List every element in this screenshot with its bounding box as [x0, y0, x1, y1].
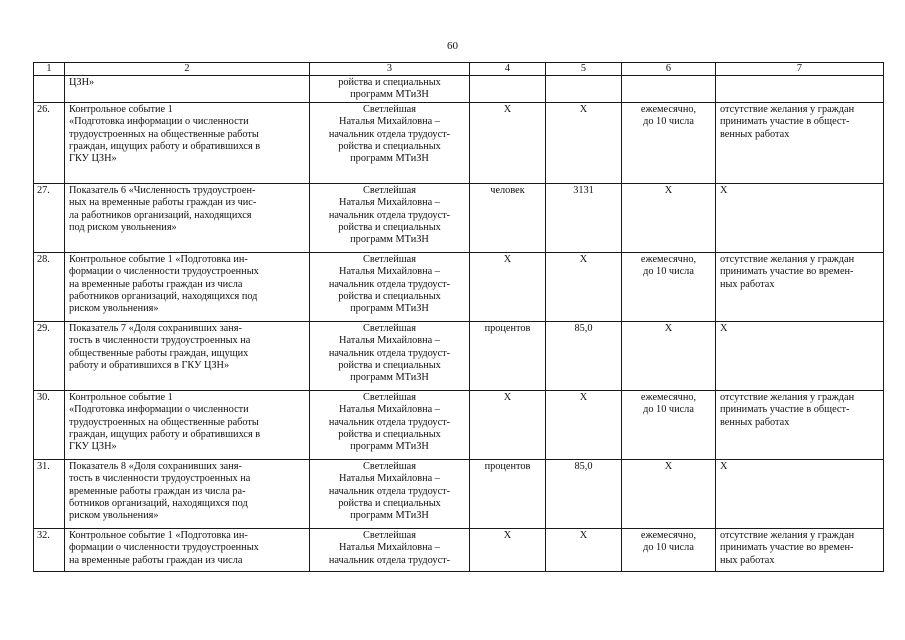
row-term: ежемесячно, до 10 числа — [640, 530, 697, 554]
value-cell — [546, 391, 622, 460]
header-cell: 3 — [310, 63, 470, 76]
table-row — [34, 322, 884, 391]
row-term: Х — [664, 185, 673, 197]
risk-cell — [716, 103, 884, 184]
row-number-cell — [34, 253, 65, 322]
unit-cell — [470, 103, 546, 184]
row-executor: Светлейшая Наталья Михайловна – начальник отдела трудоуст- ройства и специальных программ МТиЗН — [328, 104, 451, 165]
row-name: Контрольное событие 1 «Подготовка информации о численности трудоустроенных на общественные работы граждан, ищущих работу и обратившихся в ГКУ ЦЗН» — [69, 104, 261, 165]
executor-cell — [310, 460, 470, 529]
row-risk: Х — [720, 461, 728, 473]
row-risk: Х — [720, 185, 728, 197]
row-unit: Х — [503, 530, 512, 542]
risk-cell — [716, 76, 884, 103]
name-cell — [65, 76, 310, 103]
name-cell — [65, 460, 310, 529]
executor-cell — [310, 184, 470, 253]
row-unit: процентов — [484, 461, 531, 473]
term-cell — [622, 103, 716, 184]
row-executor: Светлейшая Наталья Михайловна – начальник отдела трудоуст- — [328, 530, 451, 566]
row-risk: отсутствие желания у граждан принимать участие в общест- венных работах — [720, 104, 855, 140]
row-number: 28. — [37, 254, 50, 266]
row-unit: Х — [503, 254, 512, 266]
row-number: 30. — [37, 392, 50, 404]
header-cell: 1 — [34, 63, 65, 76]
row-executor: Светлейшая Наталья Михайловна – начальник отдела трудоуст- ройства и специальных программ МТиЗН — [328, 392, 451, 453]
executor-cell — [310, 103, 470, 184]
name-cell — [65, 103, 310, 184]
row-name: Показатель 8 «Доля сохранивших заня- тость в численности трудоустроенных на временные работы граждан из числа ра- ботников организаций, находящихся под риском увольнения» — [69, 461, 251, 522]
unit-cell — [470, 184, 546, 253]
row-number-cell — [34, 184, 65, 253]
row-name: Контрольное событие 1 «Подготовка информации о численности трудоустроенных на общественные работы граждан, ищущих работу и обратившихся в ГКУ ЦЗН» — [69, 392, 261, 453]
name-cell — [65, 322, 310, 391]
row-executor: ройства и специальных программ МТиЗН — [338, 77, 441, 101]
table-row — [34, 391, 884, 460]
row-value: 85,0 — [574, 323, 593, 335]
row-term: ежемесячно, до 10 числа — [640, 104, 697, 128]
row-executor: Светлейшая Наталья Михайловна – начальник отдела трудоуст- ройства и специальных программ МТиЗН — [328, 185, 451, 246]
header-cell: 4 — [470, 63, 546, 76]
row-risk: Х — [720, 323, 728, 335]
row-unit: Х — [503, 392, 512, 404]
unit-cell — [470, 253, 546, 322]
row-value: Х — [579, 254, 588, 266]
row-name: Показатель 6 «Численность трудоустроен- ных на временные работы граждан из чис- ла работников организаций, находящихся под риском увольнения» — [69, 185, 257, 233]
risk-cell — [716, 529, 884, 572]
header-cell: 5 — [546, 63, 622, 76]
risk-cell — [716, 460, 884, 529]
row-unit: человек — [490, 185, 525, 197]
row-value: 3131 — [573, 185, 594, 197]
row-value: Х — [579, 104, 588, 116]
term-cell — [622, 253, 716, 322]
row-term: ежемесячно, до 10 числа — [640, 392, 697, 416]
table-row — [34, 460, 884, 529]
value-cell — [546, 460, 622, 529]
unit-cell — [470, 76, 546, 103]
term-cell — [622, 391, 716, 460]
row-term: Х — [664, 461, 673, 473]
row-value: Х — [579, 530, 588, 542]
row-number-cell — [34, 322, 65, 391]
name-cell — [65, 253, 310, 322]
row-term: Х — [664, 323, 673, 335]
row-name: Контрольное событие 1 «Подготовка ин- формации о численности трудоустроенных на временные работы граждан из числа — [69, 530, 259, 566]
executor-cell — [310, 529, 470, 572]
page-number: 60 — [447, 40, 458, 52]
table-row — [34, 76, 884, 103]
header-cell: 7 — [716, 63, 884, 76]
header-cell: 2 — [65, 63, 310, 76]
value-cell — [546, 322, 622, 391]
executor-cell — [310, 322, 470, 391]
row-risk: отсутствие желания у граждан принимать участие во времен- ных работах — [720, 530, 855, 566]
row-number-cell — [34, 103, 65, 184]
unit-cell — [470, 460, 546, 529]
value-cell — [546, 253, 622, 322]
row-number-cell — [34, 391, 65, 460]
row-number-cell — [34, 76, 65, 103]
row-executor: Светлейшая Наталья Михайловна – начальник отдела трудоуст- ройства и специальных программ МТиЗН — [328, 323, 451, 384]
term-cell — [622, 184, 716, 253]
risk-cell — [716, 184, 884, 253]
row-name: Показатель 7 «Доля сохранивших заня- тость в численности трудоустроенных на общественные работы граждан, ищущих работу и обратившихся в ГКУ ЦЗН» — [69, 323, 251, 371]
name-cell — [65, 529, 310, 572]
row-number: 27. — [37, 185, 50, 197]
value-cell — [546, 76, 622, 103]
risk-cell — [716, 253, 884, 322]
unit-cell — [470, 322, 546, 391]
executor-cell — [310, 253, 470, 322]
table-row — [34, 184, 884, 253]
row-unit: Х — [503, 104, 512, 116]
row-number: 26. — [37, 104, 50, 116]
value-cell — [546, 103, 622, 184]
term-cell — [622, 529, 716, 572]
row-value: Х — [579, 392, 588, 404]
table-row — [34, 103, 884, 184]
table-row — [34, 529, 884, 572]
row-number: 29. — [37, 323, 50, 335]
value-cell — [546, 184, 622, 253]
row-executor: Светлейшая Наталья Михайловна – начальник отдела трудоуст- ройства и специальных программ МТиЗН — [328, 461, 451, 522]
name-cell — [65, 184, 310, 253]
term-cell — [622, 460, 716, 529]
row-number-cell — [34, 529, 65, 572]
header-cell: 6 — [622, 63, 716, 76]
risk-cell — [716, 391, 884, 460]
row-name: Контрольное событие 1 «Подготовка ин- формации о численности трудоустроенных на временные работы граждан из числа работников организаций, находящихся под риском увольнения» — [69, 254, 259, 315]
name-cell — [65, 391, 310, 460]
table-row — [34, 253, 884, 322]
row-risk: отсутствие желания у граждан принимать участие в общест- венных работах — [720, 392, 855, 428]
unit-cell — [470, 391, 546, 460]
row-executor: Светлейшая Наталья Михайловна – начальник отдела трудоуст- ройства и специальных программ МТиЗН — [328, 254, 451, 315]
term-cell — [622, 322, 716, 391]
events-table — [33, 62, 884, 572]
row-name: ЦЗН» — [69, 77, 95, 89]
row-number-cell — [34, 460, 65, 529]
executor-cell — [310, 391, 470, 460]
term-cell — [622, 76, 716, 103]
row-risk: отсутствие желания у граждан принимать участие во времен- ных работах — [720, 254, 855, 290]
row-unit: процентов — [484, 323, 531, 335]
executor-cell — [310, 76, 470, 103]
value-cell — [546, 529, 622, 572]
row-term: ежемесячно, до 10 числа — [640, 254, 697, 278]
risk-cell — [716, 322, 884, 391]
row-number: 32. — [37, 530, 50, 542]
table-header-row — [34, 63, 884, 76]
unit-cell — [470, 529, 546, 572]
row-number: 31. — [37, 461, 50, 473]
row-value: 85,0 — [574, 461, 593, 473]
